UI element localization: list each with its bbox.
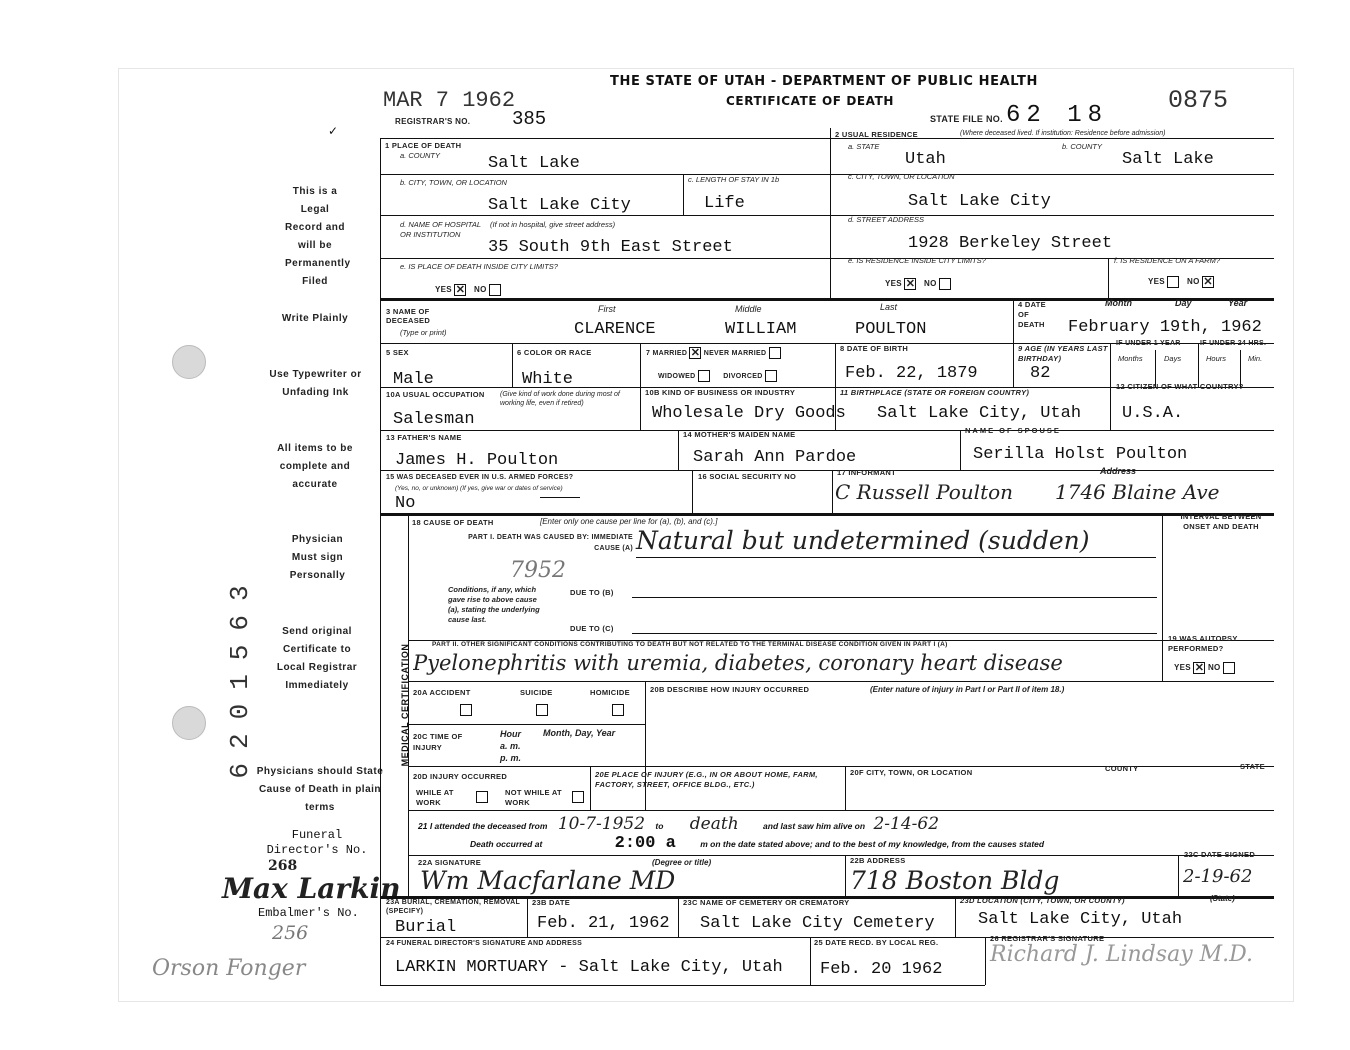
- funeral-value: LARKIN MORTUARY - Salt Lake City, Utah: [395, 958, 783, 977]
- place-limits-no-checkbox[interactable]: [489, 284, 501, 296]
- cemetery-value: Salt Lake City Cemetery: [700, 914, 935, 933]
- married-checkbox[interactable]: ✕: [690, 347, 701, 359]
- col-line-ssn: [692, 470, 693, 513]
- residence-limits-yes-checkbox[interactable]: ✕: [905, 278, 916, 290]
- col-line-city-injury: [845, 766, 846, 810]
- col-line-farm: [1108, 258, 1109, 298]
- col-line-informant: [832, 470, 833, 513]
- first-name: CLARENCE: [574, 320, 656, 339]
- date-signed: 2-19-62: [1183, 866, 1253, 887]
- accident-checkbox[interactable]: [460, 704, 472, 716]
- funeral-label: 24 FUNERAL DIRECTOR'S SIGNATURE AND ADDRESS: [386, 940, 583, 947]
- col-line-marital: [640, 343, 641, 430]
- burial-value: Burial: [395, 918, 457, 937]
- am-label: a. m.: [500, 741, 521, 751]
- occupation-label: 10A USUAL OCCUPATION: [386, 390, 485, 399]
- spouse-value: Serilla Holst Poulton: [973, 445, 1188, 464]
- year-label: Year: [1228, 298, 1248, 308]
- hour-label: Hour: [500, 729, 521, 739]
- under24-label: IF UNDER 24 HRS.: [1200, 340, 1267, 347]
- street-label: d. STREET ADDRESS: [848, 215, 924, 224]
- col-line-race: [512, 343, 513, 387]
- margin-note-write: Write Plainly: [281, 313, 349, 324]
- row-line-9: [380, 513, 1274, 516]
- no-label: NO: [1207, 663, 1221, 673]
- row-line-11: [408, 681, 1274, 682]
- conditions-label: Conditions, if any, which gave rise to above cause (a), stating the underlying cause last.: [448, 585, 540, 624]
- street-value: 1928 Berkeley Street: [908, 234, 1113, 253]
- col-line-stay: [683, 174, 684, 215]
- registrar-label: REGISTRAR'S NO.: [395, 117, 471, 126]
- autopsy-label: 19 WAS AUTOPSY PERFORMED?: [1168, 634, 1238, 653]
- hospital-note: (If not in hospital, give street address): [490, 220, 616, 229]
- col-line-work: [590, 766, 591, 810]
- date-signed-label: 22C DATE SIGNED: [1184, 850, 1256, 859]
- medical-cert-side-text: MEDICAL CERTIFICATION: [400, 643, 410, 767]
- yes-label: YES: [1148, 277, 1165, 287]
- attend-from-label: 21 I attended the deceased from: [418, 821, 548, 831]
- row-line-7: [380, 430, 1274, 431]
- min-label: Min.: [1248, 354, 1263, 363]
- recd-value: Feb. 20 1962: [820, 960, 943, 979]
- vertical-number-text: 6201563: [225, 571, 255, 779]
- death-occurred-label: Death occurred at: [470, 839, 543, 849]
- burial-date-label: 23B DATE: [532, 898, 571, 907]
- sig-address: 718 Boston Bldg: [850, 866, 1060, 895]
- state-title: THE STATE OF UTAH - DEPARTMENT OF PUBLIC HEALTH: [610, 74, 1038, 89]
- location-state-label: (State): [1210, 894, 1235, 903]
- age-value: 82: [1030, 364, 1051, 383]
- col-line-under-2: [1198, 343, 1199, 387]
- col-line-sig-addr: [845, 855, 846, 896]
- farm-checkboxes: [1148, 276, 1214, 288]
- marital-row-1: 7 MARRIED ✕ NEVER MARRIED: [646, 347, 781, 359]
- col-line-date-death: [1013, 298, 1014, 343]
- place-limits-checkboxes: [435, 284, 501, 296]
- yes-label: YES: [885, 279, 902, 289]
- marital-row-2: [658, 370, 777, 382]
- residence-limits-checkboxes: [885, 278, 951, 290]
- place-limits-yes-checkbox[interactable]: ✕: [455, 284, 466, 296]
- occupation-note: (Give kind of work done during most of working life, even if retired): [500, 391, 620, 407]
- homicide-checkbox[interactable]: [612, 704, 624, 716]
- first-label: First: [598, 304, 616, 314]
- date-of-death: February 19th, 1962: [1068, 318, 1262, 337]
- physician-signature: Wm Macfarlane MD: [420, 866, 676, 895]
- address-label: Address: [1100, 466, 1137, 476]
- funeral-director-label: Funeral Director's No.: [266, 828, 368, 857]
- yes-label: YES: [435, 285, 452, 295]
- funeral-director-signature: Max Larkin: [222, 872, 401, 905]
- stamp-date: MAR 7 1962: [383, 88, 516, 113]
- punch-hole-bottom: [172, 706, 206, 740]
- middle-label: Middle: [735, 304, 762, 314]
- recd-label: 25 DATE RECD. BY LOCAL REG.: [814, 938, 939, 947]
- residence-limits-no-checkbox[interactable]: [939, 278, 951, 290]
- vertical-number: [225, 525, 255, 825]
- hours-label: Hours: [1206, 354, 1227, 363]
- col-line-cemetery: [678, 896, 679, 937]
- pm-label: p. m.: [500, 753, 522, 763]
- no-label: NO: [924, 279, 937, 289]
- mother-value: Sarah Ann Pardoe: [693, 448, 857, 467]
- col-line-burial-date: [527, 896, 528, 937]
- mother-label: 14 MOTHER'S MAIDEN NAME: [683, 430, 796, 439]
- mdy-label: Month, Day, Year: [543, 728, 616, 738]
- margin-note-send: Send original Certificate to Local Registrar Immediately: [276, 626, 358, 691]
- place-limits-label: e. IS PLACE OF DEATH INSIDE CITY LIMITS?: [400, 262, 558, 271]
- funeral-director-no: 268: [268, 858, 298, 874]
- cause-code: 7952: [510, 558, 566, 583]
- never-married-label: NEVER MARRIED: [703, 349, 767, 357]
- certificate-title: CERTIFICATE OF DEATH: [726, 94, 895, 108]
- margin-note-legal: This is a Legal Record and will be Permanently Filed: [285, 186, 351, 287]
- sig-address-label: 22B ADDRESS: [850, 856, 906, 865]
- armed-label: 15 WAS DECEASED EVER IN U.S. ARMED FORCES?: [386, 474, 574, 481]
- while-at-work-checkbox[interactable]: [476, 791, 488, 803]
- frame-left: [380, 138, 381, 986]
- residence-note: (Where deceased lived. If institution: Residence before admission): [960, 130, 1166, 137]
- father-value: James H. Poulton: [395, 451, 559, 470]
- due-c-label: DUE TO (C): [570, 624, 614, 633]
- row-line-8: [380, 470, 1274, 471]
- row-line-12: [408, 724, 645, 725]
- col-line-date-signed: [1178, 855, 1179, 896]
- industry-label: 10B KIND OF BUSINESS OR INDUSTRY: [645, 388, 796, 397]
- due-b-label: DUE TO (B): [570, 588, 614, 597]
- part1-label: PART I. DEATH WAS CAUSED BY: IMMEDIATE CAUSE (A): [468, 534, 633, 552]
- accident-label: 20A ACCIDENT: [413, 688, 471, 697]
- armed-dash: [540, 497, 580, 498]
- row-line-13: [408, 766, 1274, 767]
- sex-value: Male: [393, 370, 434, 389]
- medical-cert-side-label: [400, 625, 410, 785]
- residence-state-label: a. STATE: [848, 142, 880, 151]
- attend-from-value: 10-7-1952: [557, 814, 646, 834]
- autopsy-yes-checkbox[interactable]: ✕: [1194, 662, 1205, 674]
- embalmer-signature: Orson Fonger: [152, 956, 306, 981]
- registrar-signature: Richard J. Lindsay M.D.: [990, 942, 1253, 967]
- city-injury-label: 20F CITY, TOWN, OR LOCATION: [850, 768, 973, 777]
- describe-note: (Enter nature of injury in Part I or Part II of item 18.): [870, 685, 1065, 694]
- margin-note-typewriter: Use Typewriter or Unfading Ink: [269, 369, 362, 398]
- part2-value: Pyelonephritis with uremia, diabetes, coronary heart disease: [413, 651, 1063, 675]
- residence-county-label: b. COUNTY: [1062, 142, 1103, 151]
- residence-state: Utah: [905, 150, 946, 169]
- hospital-label: d. NAME OF HOSPITAL OR INSTITUTION: [400, 220, 481, 239]
- margin-note-physician: Physician Must sign Personally: [289, 534, 346, 581]
- attend-to-value: death: [689, 814, 739, 834]
- day-label: Day: [1175, 298, 1192, 308]
- autopsy-no-checkbox[interactable]: [1223, 662, 1235, 674]
- months-label: Months: [1118, 354, 1143, 363]
- place-city: Salt Lake City: [488, 196, 631, 215]
- describe-label: 20B DESCRIBE HOW INJURY OCCURRED: [650, 685, 810, 694]
- time-injury-label: 20C TIME OF INJURY: [413, 732, 463, 752]
- cause-c-line: [632, 633, 1157, 634]
- residence-city-label: c. CITY, TOWN, OR LOCATION: [848, 172, 955, 181]
- punch-hole-top: [172, 345, 206, 379]
- place-county-label: a. COUNTY: [400, 151, 441, 160]
- suicide-checkbox[interactable]: [536, 704, 548, 716]
- cause-label: 18 CAUSE OF DEATH: [412, 518, 494, 527]
- days-label: Days: [1164, 354, 1182, 363]
- interval-label: INTERVAL BETWEEN ONSET AND DEATH: [1180, 512, 1262, 531]
- row-line-14: [408, 810, 1274, 811]
- no-label: NO: [1187, 277, 1200, 287]
- residence-county: Salt Lake: [1122, 150, 1214, 169]
- industry-value: Wholesale Dry Goods: [652, 404, 846, 423]
- race-value: White: [522, 370, 574, 389]
- burial-label: 23A BURIAL, CREMATION, REMOVAL (SPECIFY): [386, 899, 520, 915]
- last-seen-date: 2-14-62: [873, 814, 940, 834]
- under1-label: IF UNDER 1 YEAR: [1116, 340, 1181, 347]
- degree-label: (Degree or title): [652, 858, 712, 867]
- frame-bottom: [380, 985, 985, 986]
- state-injury-label: STATE: [1240, 762, 1265, 771]
- place-injury-label: 20E PLACE OF INJURY (E.G., IN OR ABOUT HOME, FARM, FACTORY, STREET, OFFICE BLDG., ETC.): [595, 770, 818, 789]
- death-time: 2:00 a: [614, 834, 676, 853]
- ssn-label: 16 SOCIAL SECURITY NO: [698, 472, 797, 481]
- autopsy-checkboxes: [1174, 662, 1235, 674]
- row-line-2: [380, 215, 1274, 216]
- armed-value: No: [395, 494, 416, 513]
- cause-a-line: [636, 557, 1156, 558]
- informant-address: 1746 Blaine Ave: [1055, 480, 1220, 504]
- col-line-under1: [1110, 343, 1111, 430]
- state-file-no: 62 18: [1006, 102, 1109, 129]
- yes-label: YES: [1174, 663, 1191, 673]
- margin-note-complete: All items to be complete and accurate: [277, 443, 353, 490]
- cause-b-line: [632, 597, 1157, 598]
- col-line-recd: [810, 937, 811, 985]
- residence-label: 2 USUAL RESIDENCE: [835, 130, 918, 139]
- embalmer-no: 256: [272, 922, 309, 944]
- citizen-value: U.S.A.: [1122, 404, 1184, 423]
- dob-value: Feb. 22, 1879: [845, 364, 978, 383]
- deceased-label: 3 NAME OF DECEASED: [386, 307, 431, 325]
- row-line-4: [380, 298, 1274, 301]
- widowed-checkbox[interactable]: [698, 370, 710, 382]
- check-mark: ✓: [328, 124, 339, 138]
- place-of-death-label: 1 PLACE OF DEATH: [385, 141, 462, 150]
- col-line-location: [955, 896, 956, 937]
- divorced-checkbox[interactable]: [765, 370, 777, 382]
- margin-note-cause: Physicians should State Cause of Death in plain terms: [256, 766, 384, 813]
- cemetery-label: 23C NAME OF CEMETERY OR CREMATORY: [683, 898, 850, 907]
- serial-no: 0875: [1168, 86, 1229, 115]
- date-of-death-label: 4 DATE OF DEATH: [1018, 300, 1046, 329]
- attend-to-label: to: [655, 821, 664, 831]
- last-label: Last: [880, 302, 898, 312]
- informant-label: 17 INFORMANT: [837, 468, 897, 477]
- col-line-injury: [645, 681, 646, 810]
- registrar-sig-label: 26 REGISTRAR'S SIGNATURE: [990, 934, 1105, 943]
- sex-label: 5 SEX: [386, 348, 409, 357]
- col-line-spouse: [960, 430, 961, 470]
- birthplace-value: Salt Lake City, Utah: [877, 404, 1082, 423]
- immediate-cause: Natural but undetermined (sudden): [636, 526, 1090, 555]
- state-file-label: STATE FILE NO.: [930, 114, 1003, 124]
- cause-note: [Enter only one cause per line for (a), (b), and (c).]: [540, 517, 718, 526]
- col-line-place-res: [830, 128, 831, 298]
- suicide-label: SUICIDE: [520, 688, 553, 697]
- never-married-checkbox[interactable]: [769, 347, 781, 359]
- residence-city: Salt Lake City: [908, 192, 1051, 211]
- place-county: Salt Lake: [488, 154, 580, 173]
- embalmer-label: Embalmer's No.: [258, 906, 359, 920]
- hospital-value: 35 South 9th East Street: [488, 238, 733, 257]
- stay-value: Life: [704, 194, 745, 213]
- signature-label: 22A SIGNATURE: [418, 858, 482, 867]
- married-label: MARRIED: [652, 349, 688, 357]
- father-label: 13 FATHER'S NAME: [386, 433, 462, 442]
- last-name: POULTON: [855, 320, 927, 339]
- county-injury-label: COUNTY: [1105, 764, 1139, 773]
- part2-label: PART II. OTHER SIGNIFICANT CONDITIONS CONTRIBUTING TO DEATH BUT NOT RELATED TO THE TERMINAL DISEASE CONDITION GIVEN IN PART I (A): [432, 641, 948, 648]
- birthplace-label: 11 BIRTHPLACE (STATE OR FOREIGN COUNTRY): [840, 388, 1030, 397]
- month-label: Month: [1105, 298, 1132, 308]
- frame-top: [380, 138, 1274, 139]
- deceased-sub: (Type or print): [400, 328, 447, 337]
- attend-line-2: [470, 834, 1044, 853]
- divorced-label: DIVORCED: [723, 372, 763, 380]
- row-line-1: [380, 174, 1274, 175]
- middle-name: WILLIAM: [725, 320, 797, 339]
- last-seen-label: and last saw him alive on: [763, 821, 866, 831]
- armed-note: (Yes, no, or unknown) (If yes, give war or dates of service): [395, 485, 563, 492]
- stay-label: c. LENGTH OF STAY IN 1b: [688, 175, 780, 184]
- widowed-label: WIDOWED: [658, 372, 696, 380]
- spouse-label: NAME OF SPOUSE: [965, 426, 1061, 435]
- row-line-15: [408, 855, 1274, 856]
- place-city-label: b. CITY, TOWN, OR LOCATION: [400, 178, 507, 187]
- dob-label: 8 DATE OF BIRTH: [840, 344, 909, 353]
- farm-yes-checkbox[interactable]: [1167, 276, 1179, 288]
- while-at-work-label: WHILE AT WORK: [416, 788, 454, 807]
- attend-statement: m on the date stated above; and to the best of my knowledge, from the causes stated: [700, 839, 1045, 849]
- occupation-value: Salesman: [393, 410, 475, 429]
- not-while-label: NOT WHILE AT WORK: [505, 788, 562, 807]
- farm-label: f. IS RESIDENCE ON A FARM?: [1114, 256, 1220, 265]
- informant-signature: C Russell Poulton: [835, 480, 1014, 504]
- residence-limits-label: e. IS RESIDENCE INSIDE CITY LIMITS?: [848, 256, 986, 265]
- not-while-checkbox[interactable]: [572, 791, 584, 803]
- registrar-no: 385: [512, 108, 547, 130]
- farm-no-checkbox[interactable]: ✕: [1203, 276, 1213, 288]
- age-label: 9 AGE (IN YEARS LAST BIRTHDAY): [1018, 344, 1108, 363]
- location-value: Salt Lake City, Utah: [978, 910, 1183, 929]
- location-label: 23D LOCATION (CITY, TOWN, OR COUNTY): [960, 896, 1125, 905]
- col-line-registrar: [985, 937, 986, 985]
- burial-date: Feb. 21, 1962: [537, 914, 670, 933]
- no-label: NO: [474, 285, 487, 295]
- occurred-label: 20D INJURY OCCURRED: [413, 772, 508, 781]
- attend-line-1: [418, 814, 939, 834]
- col-line-mother: [678, 430, 679, 470]
- race-label: 6 COLOR OR RACE: [517, 348, 592, 357]
- homicide-label: HOMICIDE: [590, 688, 630, 697]
- citizen-label: 12 CITIZEN OF WHAT COUNTRY?: [1116, 382, 1244, 391]
- col-line-age: [1013, 343, 1014, 387]
